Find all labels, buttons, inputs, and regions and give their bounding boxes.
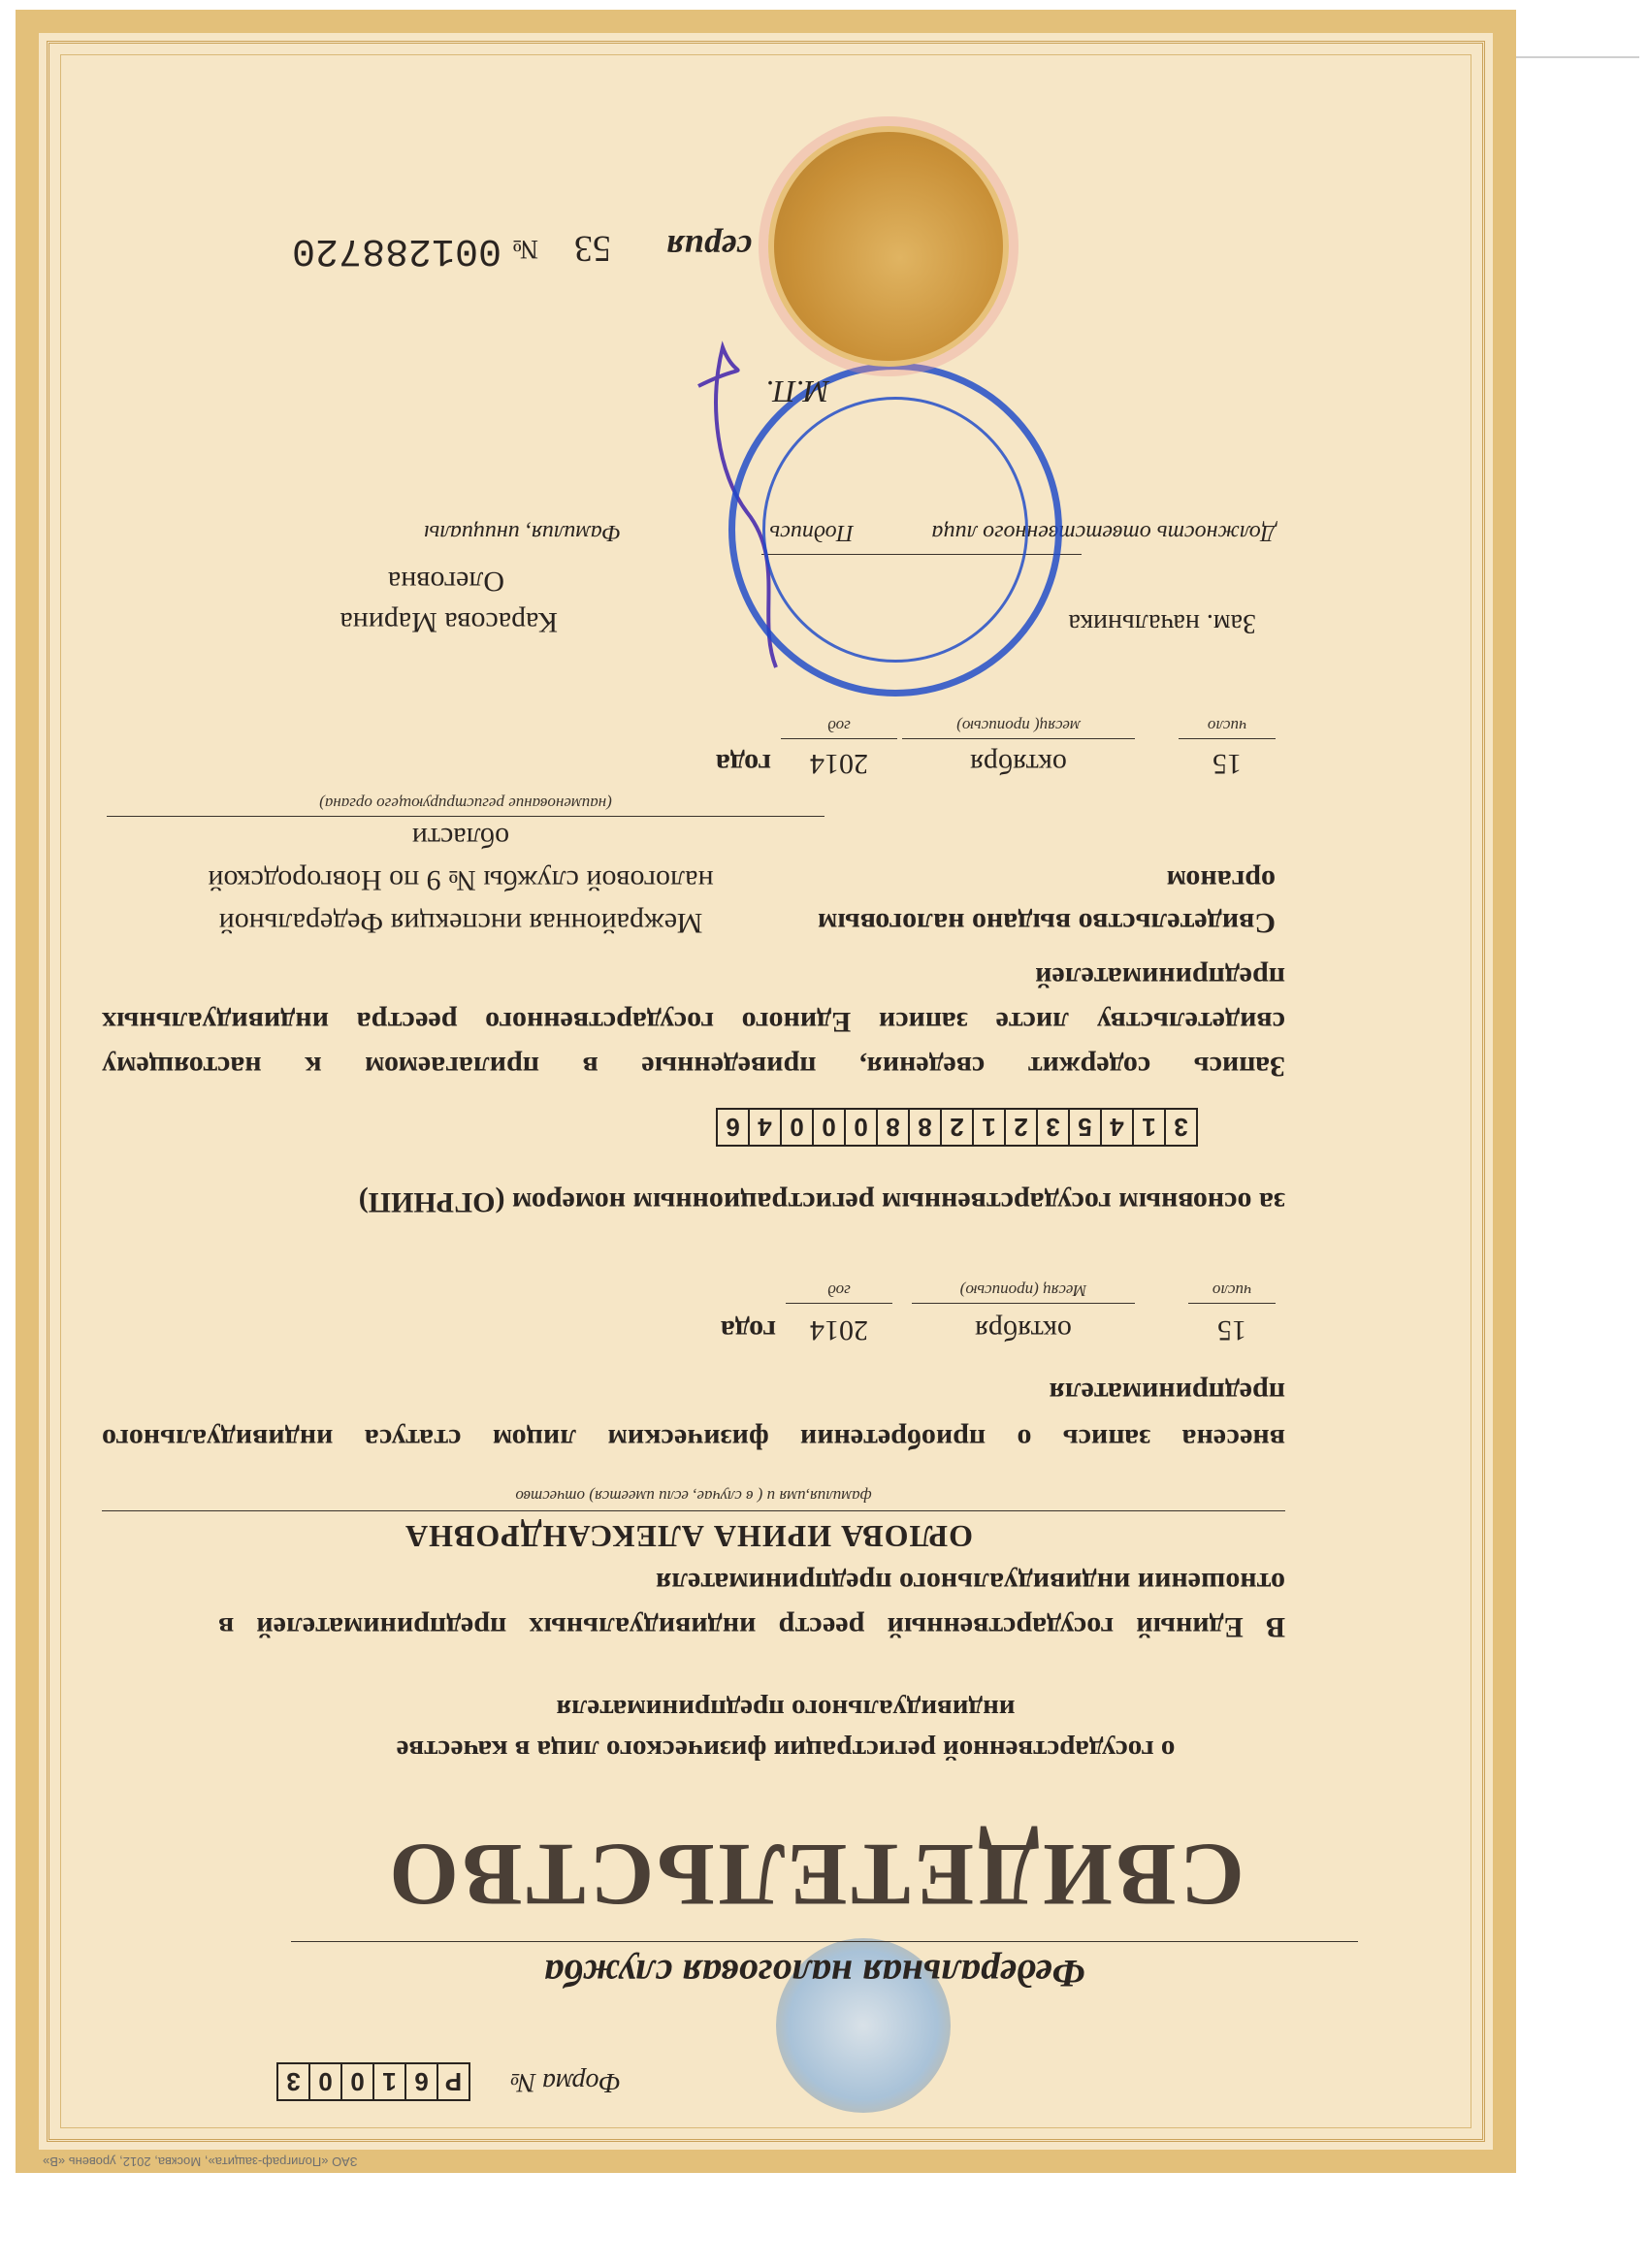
issued-label: Свидетельство выдано налоговым [817,907,1276,939]
ogrnip-digit: 1 [1132,1110,1164,1145]
date1-year-rule [786,1303,892,1304]
authority-name: области [411,822,510,854]
printer-imprint: ЗАО «Полиграф-защита», Москва, 2012, уровень «В» [43,2155,358,2169]
date2-month-rule [902,738,1135,739]
date1-year-caption: год [827,1281,851,1300]
subtitle-line: о государственной регистрации физического лица в качестве [396,1734,1176,1766]
ogrnip-digit: 8 [876,1110,908,1145]
official-name-caption: Фамилия, инициалы [424,520,621,545]
signature-caption: Подпись [769,520,854,545]
person-name: ОРЛОВА ИРИНА АЛЕКСАНДРОВНА [404,1519,973,1554]
form-code-digit: 0 [308,2064,340,2099]
date1-day: 15 [1217,1314,1246,1346]
ogrnip-digit: 1 [972,1110,1004,1145]
record-line: предпринимателей [1035,961,1285,993]
form-label: Форма № [509,2067,621,2097]
date2-year: 2014 [810,748,868,780]
ogrnip-label: за основным государственным регистрационным номером (ОГРНИП) [358,1186,1285,1218]
ogrnip-digit: 3 [1036,1110,1068,1145]
record-line: Запись содержит сведения, приведенные в прилагаемом к настоящему [102,1051,1285,1083]
date1-month-rule [912,1303,1135,1304]
form-code-digit: Р [436,2064,469,2099]
date1-year: 2014 [810,1314,868,1346]
date1-day-caption: число [1212,1281,1252,1300]
authority-name: Межрайонная инспекция Федеральной [218,907,703,939]
ogrnip-digit: 4 [1100,1110,1132,1145]
ogrnip-digit: 6 [726,1113,740,1143]
ogrnip-digit: 0 [844,1110,876,1145]
date1-day-rule [1188,1303,1276,1304]
mp-label: М.П. [765,374,829,409]
date1-month: октября [975,1314,1072,1346]
date2-day-rule [1179,738,1276,739]
ogrnip-digit: 2 [940,1110,972,1145]
authority-name: налоговой службы № 9 по Новгородской [208,864,714,896]
ogrnip-digit: 5 [1068,1110,1100,1145]
ogrnip-digit: 3 [1164,1110,1196,1145]
ogrnip-digit: 4 [748,1110,780,1145]
official-position-caption: Должность ответственного лица [931,520,1276,545]
series-label: серия [665,228,752,267]
date2-day: 15 [1212,748,1242,780]
ogrnip-digit: 8 [908,1110,940,1145]
official-position: Зам. начальника [1068,608,1256,638]
date1-month-caption: Месяц (прописью) [959,1281,1087,1300]
official-name: Карасова Марина [340,606,558,638]
authority-rule [107,816,824,817]
series-value: 53 [574,228,611,269]
agency-rule [291,1941,1358,1942]
date2-day-caption: число [1207,717,1247,735]
date2-month: октября [970,748,1067,780]
official-blue-stamp [728,363,1062,697]
page-title: СВИДЕТЕЛЬСТВО [385,1826,1245,1925]
number-label: № [512,234,538,264]
ogrnip-digit: 2 [1004,1110,1036,1145]
intro-line: отношении индивидуального предпринимателя [656,1567,1285,1599]
date2-suffix: года [715,748,771,780]
form-code-digit: 1 [372,2064,404,2099]
form-code-digit: 3 [286,2067,301,2097]
person-name-rule [102,1510,1285,1511]
certificate-number: 001288720 [291,228,501,272]
form-code-boxes [276,2062,470,2101]
subtitle-line: индивидуального предпринимателя [556,1694,1016,1725]
date2-year-rule [781,738,897,739]
ogrnip-boxes [716,1108,1198,1147]
date2-month-caption: месяц( прописью) [956,717,1081,735]
entry-line: внесена запись о приобретении физическим лицом статуса индивидуального [102,1423,1285,1455]
ogrnip-digit: 0 [780,1110,812,1145]
date2-year-caption: год [827,717,851,735]
issued-label: органом [1166,864,1276,896]
entry-line: предпринимателя [1049,1377,1285,1409]
date1-suffix: года [720,1314,776,1346]
form-code-digit: 0 [340,2064,372,2099]
form-code-digit: 6 [404,2064,436,2099]
official-name: Олеговна [387,566,504,598]
record-line: свидетельству листе записи Единого государственного реестра индивидуальных [102,1006,1285,1038]
authority-caption: (наименование регистрирующего органа) [319,794,612,813]
gold-seal [768,126,1009,367]
intro-line: В Единый государственный реестр индивидуальных предпринимателей в [218,1611,1285,1643]
ogrnip-digit: 0 [812,1110,844,1145]
agency-name: Федеральная налоговая служба [544,1952,1085,1995]
person-name-caption: фамилия,имя и ( в случае, если имеется) отчество [515,1487,872,1506]
